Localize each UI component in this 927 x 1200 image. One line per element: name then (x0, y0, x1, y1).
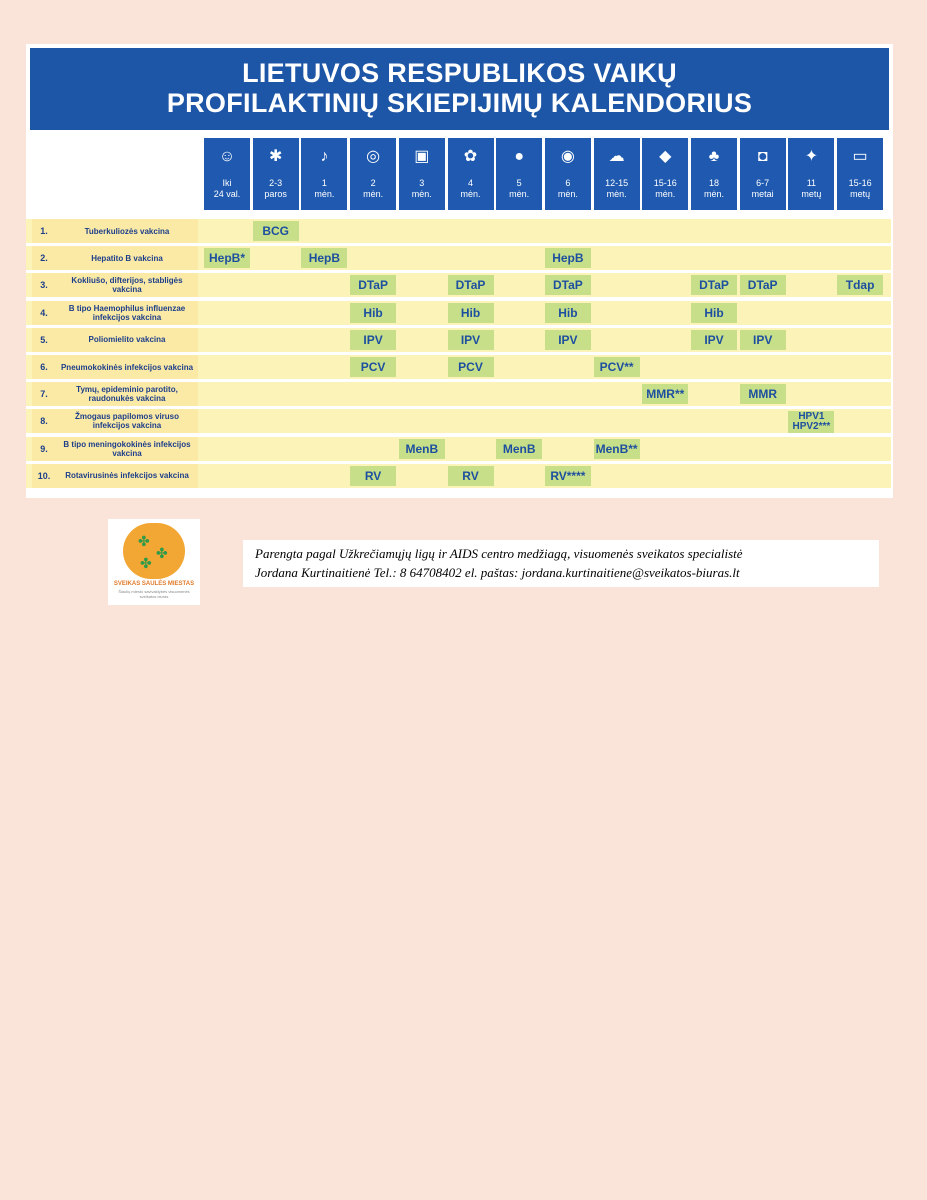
vaccine-name: Poliomielito vakcina (56, 328, 198, 352)
source-note (243, 540, 879, 587)
dose-cell: IPV (350, 330, 396, 350)
age-column (740, 138, 786, 210)
pinwheel-icon: ✤ (140, 555, 152, 571)
age-illustration-icon: ♪ (320, 148, 329, 165)
age-label: 1 mėn. (314, 178, 335, 199)
row-number: 1. (32, 219, 56, 243)
dose-cell: Hib (691, 303, 737, 323)
dose-cell: BCG (253, 221, 299, 241)
logo-subtitle: Šiaulių miesto savivaldybės visuomenės sveikatos biuras (118, 589, 190, 599)
row-number: 4. (32, 301, 56, 325)
vaccine-row (26, 382, 891, 406)
note-line-1: Parengta pagal Užkrečiamųjų ligų ir AIDS centro medžiagą, visuomenės sveikatos specialistė (255, 546, 743, 561)
dose-cell: PCV (448, 357, 494, 377)
note-line-2: Jordana Kurtinaitienė Tel.: 8 64708402 el. paštas: jordana.kurtinaitiene@sveikatos-biuras.lt (255, 565, 740, 580)
city-logo (108, 519, 200, 605)
vaccine-row (26, 355, 891, 379)
age-column (253, 138, 299, 210)
age-column (496, 138, 542, 210)
age-label: 2-3 paros (264, 178, 287, 199)
vaccine-row (26, 273, 891, 297)
age-illustration-icon: ♣ (708, 148, 720, 165)
dose-cell: RV (448, 466, 494, 486)
vaccine-row (26, 328, 891, 352)
age-label: 15-16 mėn. (653, 178, 677, 199)
vaccine-row (26, 409, 891, 433)
dose-cell: RV (350, 466, 396, 486)
vaccination-calendar (26, 44, 893, 498)
calendar-banner (30, 48, 889, 130)
dose-cell: RV**** (545, 466, 591, 486)
age-label: 6-7 metai (751, 178, 774, 199)
age-label: 2 mėn. (363, 178, 384, 199)
age-label: 4 mėn. (460, 178, 481, 199)
age-column (691, 138, 737, 210)
age-illustration-icon: ✦ (804, 148, 819, 165)
row-number: 10. (32, 464, 56, 488)
dose-cell: Hib (448, 303, 494, 323)
dose-cell: PCV** (594, 357, 640, 377)
age-illustration-icon: ◉ (560, 148, 575, 165)
vaccine-name: Pneumokokinės infekcijos vakcina (56, 355, 198, 379)
age-illustration-icon: ✱ (268, 148, 283, 165)
age-column (594, 138, 640, 210)
dose-cell: IPV (545, 330, 591, 350)
pinwheel-icon: ✤ (156, 545, 168, 561)
age-column (301, 138, 347, 210)
title-line-1: LIETUVOS RESPUBLIKOS VAIKŲ (242, 58, 677, 88)
age-label: Iki 24 val. (213, 178, 241, 199)
vaccine-row (26, 219, 891, 243)
age-illustration-icon: ☺ (218, 148, 236, 165)
vaccine-row (26, 301, 891, 325)
age-label: 18 mėn. (703, 178, 724, 199)
row-number: 7. (32, 382, 56, 406)
vaccine-name: Žmogaus papilomos viruso infekcijos vakcina (56, 409, 198, 433)
dose-cell: DTaP (691, 275, 737, 295)
vaccine-name: Hepatito B vakcina (56, 246, 198, 270)
logo-title: SVEIKAS SAULĖS MIESTAS (113, 581, 195, 587)
row-number: 6. (32, 355, 56, 379)
age-illustration-icon: ☁ (608, 148, 625, 165)
age-illustration-icon: ● (514, 148, 525, 165)
vaccine-name: Kokliušo, difterijos, stabligės vakcina (56, 273, 198, 297)
dose-cell: HPV1 HPV2*** (788, 411, 834, 433)
dose-cell: IPV (691, 330, 737, 350)
vaccine-row (26, 437, 891, 461)
title-line-2: PROFILAKTINIŲ SKIEPIJIMŲ KALENDORIUS (166, 88, 753, 118)
dose-cell: Hib (350, 303, 396, 323)
age-label: 12-15 mėn. (605, 178, 629, 199)
row-number: 8. (32, 409, 56, 433)
age-label: 6 mėn. (557, 178, 578, 199)
age-label: 15-16 metų (848, 178, 872, 199)
dose-cell: HepB (545, 248, 591, 268)
age-column (788, 138, 834, 210)
dose-cell: DTaP (545, 275, 591, 295)
dose-cell: DTaP (350, 275, 396, 295)
vaccine-row (26, 246, 891, 270)
dose-cell: MMR (740, 384, 786, 404)
dose-cell: IPV (740, 330, 786, 350)
dose-cell: Tdap (837, 275, 883, 295)
age-label: 3 mėn. (411, 178, 432, 199)
dose-cell: MMR** (642, 384, 688, 404)
age-illustration-icon: ▣ (414, 148, 430, 165)
dose-cell: HepB (301, 248, 347, 268)
vaccine-row (26, 464, 891, 488)
sun-logo-icon (123, 523, 185, 579)
dose-cell: IPV (448, 330, 494, 350)
row-number: 9. (32, 437, 56, 461)
age-column (448, 138, 494, 210)
age-illustration-icon: ◎ (366, 148, 381, 165)
vaccine-name: B tipo meningokokinės infekcijos vakcina (56, 437, 198, 461)
row-number: 5. (32, 328, 56, 352)
age-column (399, 138, 445, 210)
age-label: 11 metų (801, 178, 822, 199)
age-column (204, 138, 250, 210)
age-column (350, 138, 396, 210)
age-illustration-icon: ◆ (659, 148, 672, 165)
age-column (545, 138, 591, 210)
age-column (837, 138, 883, 210)
age-label: 5 mėn. (509, 178, 530, 199)
vaccine-name: Tymų, epideminio parotito, raudonukės vakcina (56, 382, 198, 406)
dose-cell: PCV (350, 357, 396, 377)
dose-cell: DTaP (448, 275, 494, 295)
age-illustration-icon: ▭ (852, 148, 868, 165)
row-number: 2. (32, 246, 56, 270)
pinwheel-icon: ✤ (138, 533, 150, 549)
dose-cell: DTaP (740, 275, 786, 295)
age-column (642, 138, 688, 210)
age-illustration-icon: ✿ (463, 148, 478, 165)
dose-cell: MenB (399, 439, 445, 459)
vaccine-name: Tuberkuliozės vakcina (56, 219, 198, 243)
dose-cell: HepB* (204, 248, 250, 268)
dose-cell: Hib (545, 303, 591, 323)
vaccine-name: B tipo Haemophilus influenzae infekcijos vakcina (56, 301, 198, 325)
dose-cell: MenB (496, 439, 542, 459)
row-number: 3. (32, 273, 56, 297)
dose-cell: MenB** (594, 439, 640, 459)
vaccine-name: Rotavirusinės infekcijos vakcina (56, 464, 198, 488)
age-illustration-icon: ◘ (757, 148, 768, 165)
